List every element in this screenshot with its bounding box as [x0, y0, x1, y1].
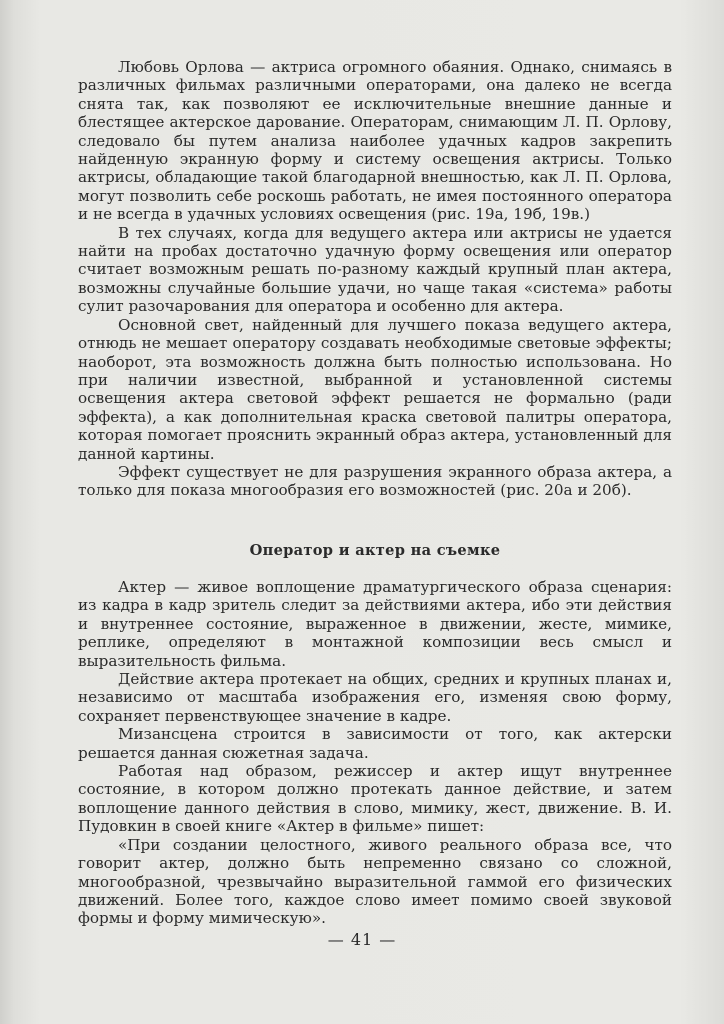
page-number: — 41 — [327, 930, 397, 949]
paragraph: Любовь Орлова — актриса огромного обаяния. Однако, снимаясь в различных фильмах различными операторами, она далеко не всегда снята так, как позволяют ее исключительные внешние данные и блестящее актерское дарование. Операторам, снимающим Л. П. Орлову, следовало бы путем анализа наиболее удачных кадров закрепить найденную экранную форму и систему освещения актрисы. Только актрисы, обладающие такой благодарной внешностью, как Л. П. Орлова, могут позволить себе роскошь работать, не имея постоянного оператора и не всегда в удачных условиях освещения (рис. 19а, 19б, 19в.) [78, 58, 672, 224]
section-heading: Оператор и актер на съемке [249, 542, 501, 559]
paragraph: Работая над образом, режиссер и актер ищут внутреннее состояние, в котором должно протекать данное действие, и затем воплощение данного действия в слово, мимику, жест, движение. В. И. Пудовкин в своей книге «Актер в фильме» пишет: [78, 762, 672, 836]
paragraph: В тех случаях, когда для ведущего актера или актрисы не удается найти на пробах достаточно удачную форму освещения или оператор считает возможным решать по-разному каждый крупный план актера, возможны случайные большие удачи, но чаще такая «система» работы сулит разочарования для оператора и особенно для актера. [78, 223, 672, 316]
paragraph: Мизансцена строится в зависимости от того, как актерски решается данная сюжетная задача. [78, 725, 672, 762]
paragraph: Действие актера протекает на общих, средних и крупных планах и, независимо от масштаба изображения его, изменяя свою форму, сохраняет первенствующее значение в кадре. [78, 670, 672, 725]
body-text-bottom [78, 578, 672, 928]
paragraph: Основной свет, найденный для лучшего показа ведущего актера, отнюдь не мешает оператору создавать необходимые световые эффекты; наоборот, эта возможность должна быть полностью использована. Но при наличии известной, выбранной и установленной системы освещения актера световой эффект решается не формально (ради эффекта), а как дополнительная краска световой палитры оператора, которая помогает прояснить экранный образ актера, установленный для данной картины. [78, 315, 672, 463]
quote-paragraph: «При создании целостного, живого реального образа все, что говорит актер, должно быть непременно связано со сложной, многообразной, чрезвычайно выразительной гаммой его физических движений. Более того, каждое слово имеет помимо своей звуковой формы и форму мимическую». [78, 835, 672, 928]
paragraph: Актер — живое воплощение драматургического образа сценария: из кадра в кадр зритель следит за действиями актера, ибо эти действия и внутреннее состояние, выраженное в движении, жесте, мимике, реплике, определяют в монтажной композиции весь смысл и выразительность фильма. [78, 578, 672, 670]
body-text-top [78, 58, 672, 500]
paragraph: Эффект существует не для разрушения экранного образа актера, а только для показа многообразия его возможностей (рис. 20а и 20б). [78, 462, 672, 500]
